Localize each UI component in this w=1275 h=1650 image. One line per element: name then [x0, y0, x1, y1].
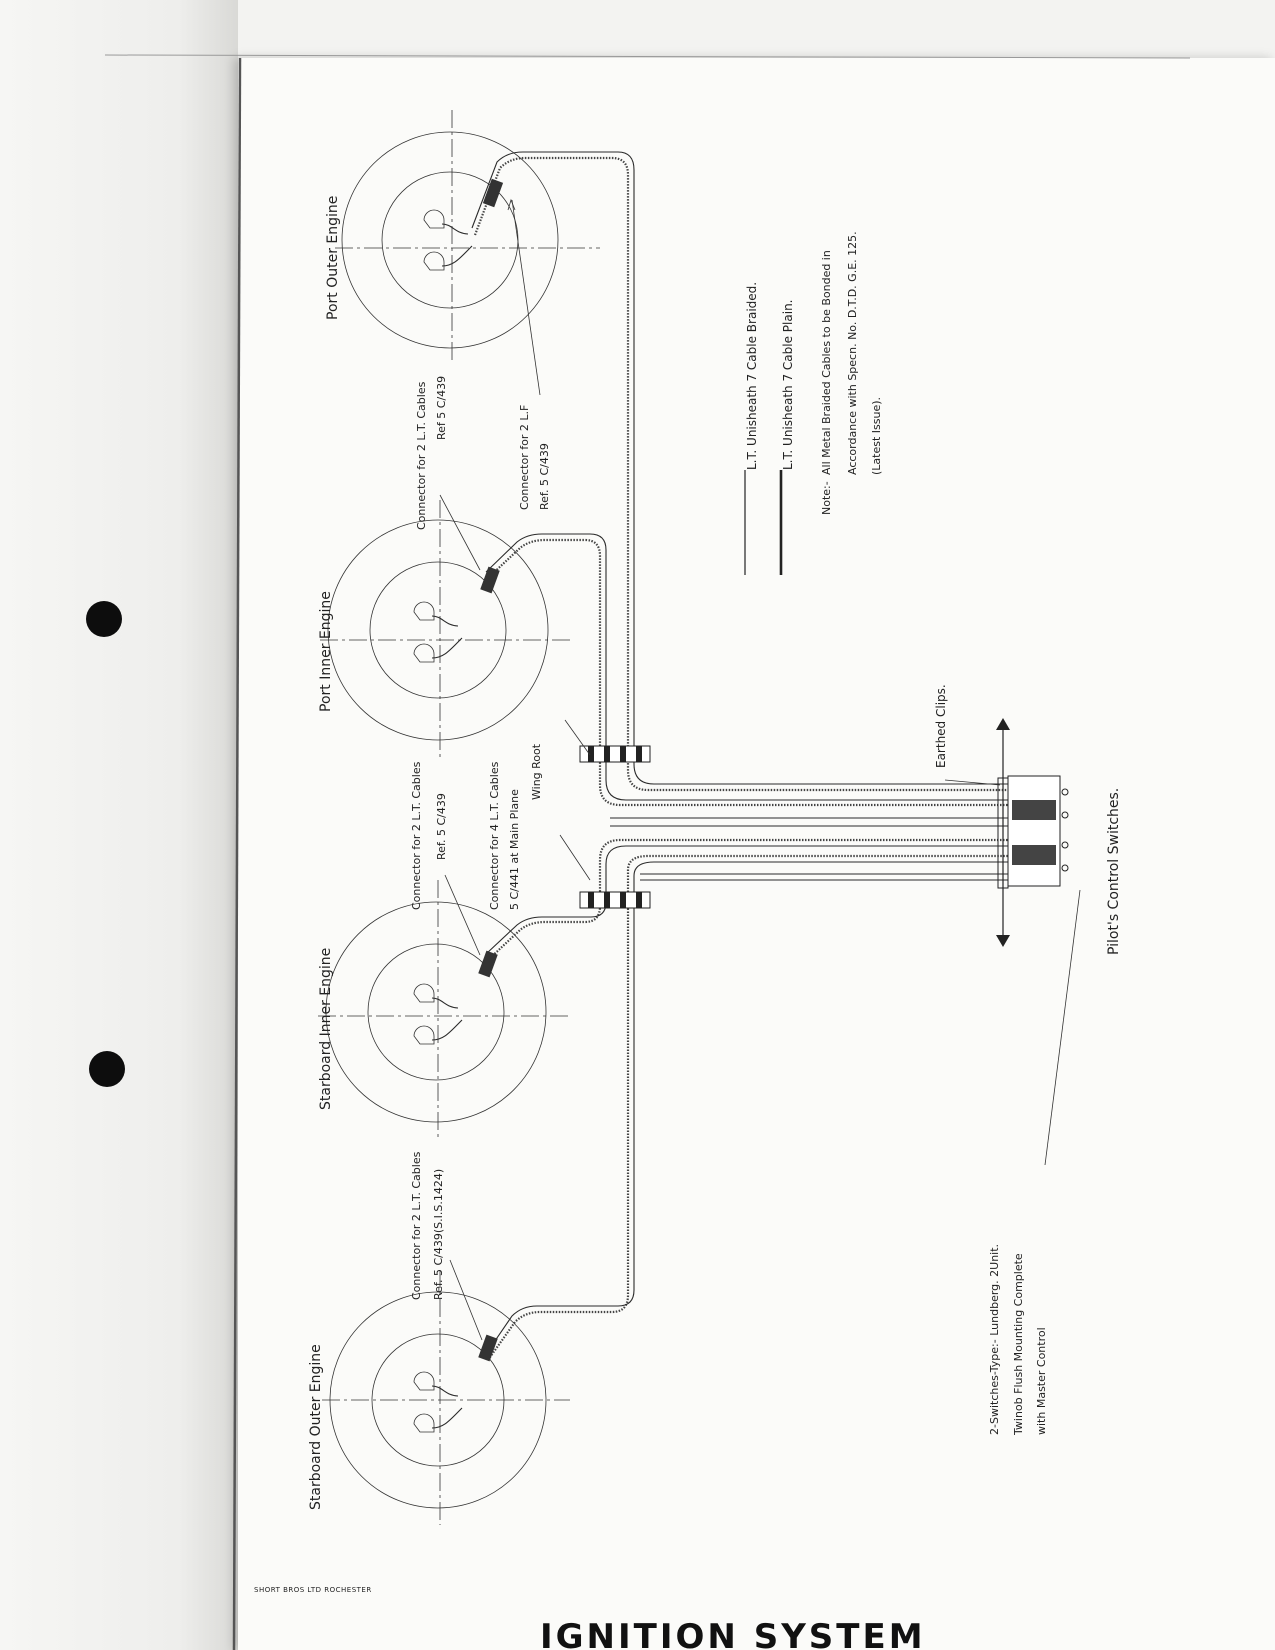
label-starboard-inner-engine: Starboard Inner Engine — [318, 947, 334, 1110]
svg-text:Wing Root: Wing Root — [530, 743, 543, 800]
label-port-inner-engine: Port Inner Engine — [318, 591, 334, 712]
label-earthed-clips: Earthed Clips. — [934, 684, 948, 768]
cable-harness — [472, 152, 1010, 1360]
label-port-outer-engine: Port Outer Engine — [325, 195, 341, 320]
bonding-note — [820, 231, 883, 515]
label-pilot-switches: Pilot's Control Switches. — [1106, 787, 1122, 955]
drawing-title: IGNITION SYSTEM — [540, 1617, 926, 1650]
svg-text:Ref. 5 C/439: Ref. 5 C/439 — [538, 443, 551, 510]
maker-stamp: SHORT BROS LTD ROCHESTER — [254, 1586, 372, 1594]
svg-text:Note:-: Note:- — [820, 481, 833, 515]
engine-port-outer — [335, 110, 600, 360]
connector-wing-root — [488, 743, 543, 910]
svg-text:Connector for 2 L.T. Cables: Connector for 2 L.T. Cables — [415, 381, 428, 530]
svg-text:Ref 5 C/439: Ref 5 C/439 — [435, 375, 448, 440]
svg-text:Connector for 4 L.T. Cables: Connector for 4 L.T. Cables — [488, 761, 501, 910]
pilot-switch-panel — [1008, 776, 1068, 886]
connector-port-outer — [518, 405, 551, 510]
connector-port-inner — [415, 376, 448, 530]
svg-text:5 C/441 at Main Plane: 5 C/441 at Main Plane — [508, 789, 521, 910]
svg-text:with Master Control: with Master Control — [1035, 1327, 1048, 1435]
svg-text:Connector for 2 L.T. Cables: Connector for 2 L.T. Cables — [410, 1151, 423, 1300]
wing-root-connectors — [580, 746, 650, 908]
connector-starboard-outer — [410, 1151, 445, 1300]
legend-samples — [745, 470, 781, 575]
engine-starboard-inner — [318, 880, 568, 1140]
legend-plain: L.T. Unisheath 7 Cable Plain. — [781, 299, 795, 470]
svg-text:Connector for 2 L.T. Cables: Connector for 2 L.T. Cables — [410, 761, 423, 910]
engine-starboard-outer — [322, 1270, 570, 1525]
sheet-top-edge — [105, 55, 1190, 58]
engine-port-inner — [320, 500, 570, 760]
svg-text:Connector for 2 L.F: Connector for 2 L.F — [518, 404, 531, 510]
svg-text:Accordance with Specn. No. D.T: Accordance with Specn. No. D.T.D. G.E. 125. — [846, 231, 859, 475]
svg-text:Ref. 5 C/439: Ref. 5 C/439 — [435, 793, 448, 860]
svg-text:2-Switches-Type:- Lundberg. 2U: 2-Switches-Type:- Lundberg. 2Unit. — [988, 1243, 1001, 1435]
label-starboard-outer-engine: Starboard Outer Engine — [308, 1344, 324, 1510]
switch-type-note — [988, 1244, 1048, 1436]
sheet-left-edge — [234, 58, 240, 1650]
svg-text:(Latest Issue).: (Latest Issue). — [870, 396, 883, 475]
legend-braided: L.T. Unisheath 7 Cable Braided. — [745, 281, 759, 470]
svg-text:Twinob Flush Mounting Complete: Twinob Flush Mounting Complete — [1012, 1253, 1025, 1435]
svg-text:Ref. 5 C/439(S.I.S.1424): Ref. 5 C/439(S.I.S.1424) — [432, 1168, 445, 1300]
svg-text:All Metal Braided Cables to be: All Metal Braided Cables to be Bonded in — [820, 250, 833, 475]
connector-starboard-inner — [410, 761, 448, 910]
